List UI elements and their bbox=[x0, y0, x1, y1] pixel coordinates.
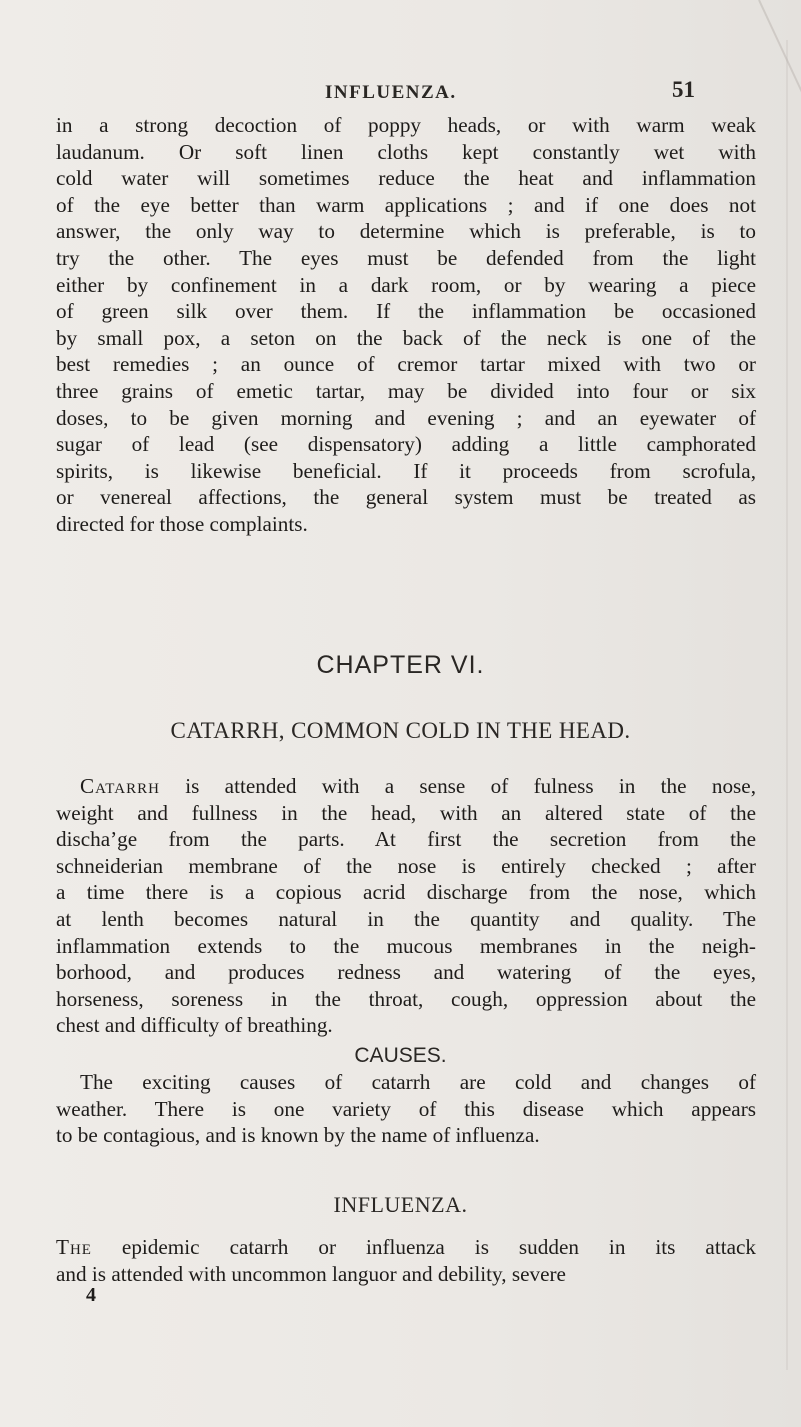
section-heading-causes: CAUSES. bbox=[354, 1044, 447, 1067]
text-line: by small pox, a seton on the back of the neck is one of the bbox=[56, 325, 756, 350]
text-line: answer, the only way to determine which is preferable, is to bbox=[56, 219, 756, 244]
page-edge-shadow bbox=[786, 40, 788, 1370]
text-line: horseness, soreness in the throat, cough, oppression about the bbox=[56, 986, 756, 1011]
text-line: weather. There is one variety of this disease which appears bbox=[56, 1096, 756, 1121]
paragraph-catarrh bbox=[56, 773, 756, 1039]
text-line: three grains of emetic tartar, may be divided into four or six bbox=[56, 378, 756, 403]
text-line: of green silk over them. If the inflammation be occasioned bbox=[56, 299, 756, 324]
text-line: a time there is a copious acrid discharge from the nose, which bbox=[56, 880, 756, 905]
text-line: and is attended with uncommon languor and debility, severe bbox=[56, 1261, 566, 1286]
text-line: in a strong decoction of poppy heads, or with warm weak bbox=[56, 113, 756, 137]
lead-word: Catarrh bbox=[80, 774, 160, 798]
text-line: laudanum. Or soft linen cloths kept constantly wet with bbox=[56, 139, 756, 164]
text-line bbox=[56, 773, 756, 800]
text-line: cold water will sometimes reduce the heat and inflammation bbox=[56, 166, 756, 191]
section-heading-influenza: INFLUENZA. bbox=[333, 1192, 468, 1217]
chapter-title: CATARRH, COMMON COLD IN THE HEAD. bbox=[170, 718, 631, 743]
text-line: to be contagious, and is known by the name of influenza. bbox=[56, 1123, 540, 1148]
page-number: 51 bbox=[672, 77, 695, 102]
text-line: inflammation extends to the mucous membranes in the neigh- bbox=[56, 933, 756, 958]
text-line: directed for those complaints. bbox=[56, 511, 308, 536]
chapter-number: CHAPTER VI. bbox=[316, 651, 485, 679]
text-line: borhood, and produces redness and watering of the eyes, bbox=[56, 960, 756, 985]
signature-mark: 4 bbox=[86, 1284, 96, 1306]
paragraph-causes bbox=[56, 1069, 756, 1149]
page-edge-shadow bbox=[758, 0, 801, 109]
paragraph-influenza bbox=[56, 1234, 756, 1287]
text-line: try the other. The eyes must be defended from the light bbox=[56, 245, 756, 270]
text-line: or venereal affections, the general system must be treated as bbox=[56, 485, 756, 510]
text-line: best remedies ; an ounce of cremor tartar mixed with two or bbox=[56, 352, 756, 377]
text-line: weight and fullness in the head, with an altered state of the bbox=[56, 800, 756, 825]
text-line: sugar of lead (see dispensatory) adding a little camphorated bbox=[56, 432, 756, 457]
text-fragment: is attended with a sense of fulness in the nose, bbox=[159, 774, 756, 798]
text-line: chest and difficulty of breathing. bbox=[56, 1013, 333, 1038]
text-line bbox=[56, 1234, 756, 1261]
text-fragment: The exciting causes of catarrh are cold and changes of bbox=[80, 1070, 756, 1094]
lead-word: The bbox=[56, 1235, 92, 1259]
text-line: either by confinement in a dark room, or by wearing a piece bbox=[56, 272, 756, 297]
text-line: discha’ge from the parts. At first the secretion from the bbox=[56, 827, 756, 852]
paragraph-eye-treatment bbox=[56, 112, 756, 538]
text-fragment: epidemic catarrh or influenza is sudden in its attack bbox=[91, 1235, 756, 1259]
text-line: doses, to be given morning and evening ; and an eyewater of bbox=[56, 405, 756, 430]
text-line: spirits, is likewise beneficial. If it proceeds from scrofula, bbox=[56, 458, 756, 483]
text-line: at lenth becomes natural in the quantity and quality. The bbox=[56, 906, 756, 931]
text-line: of the eye better than warm applications ; and if one does not bbox=[56, 192, 756, 217]
running-head: INFLUENZA. bbox=[325, 82, 457, 103]
text-line bbox=[56, 1069, 756, 1096]
text-line: schneiderian membrane of the nose is entirely checked ; after bbox=[56, 853, 756, 878]
